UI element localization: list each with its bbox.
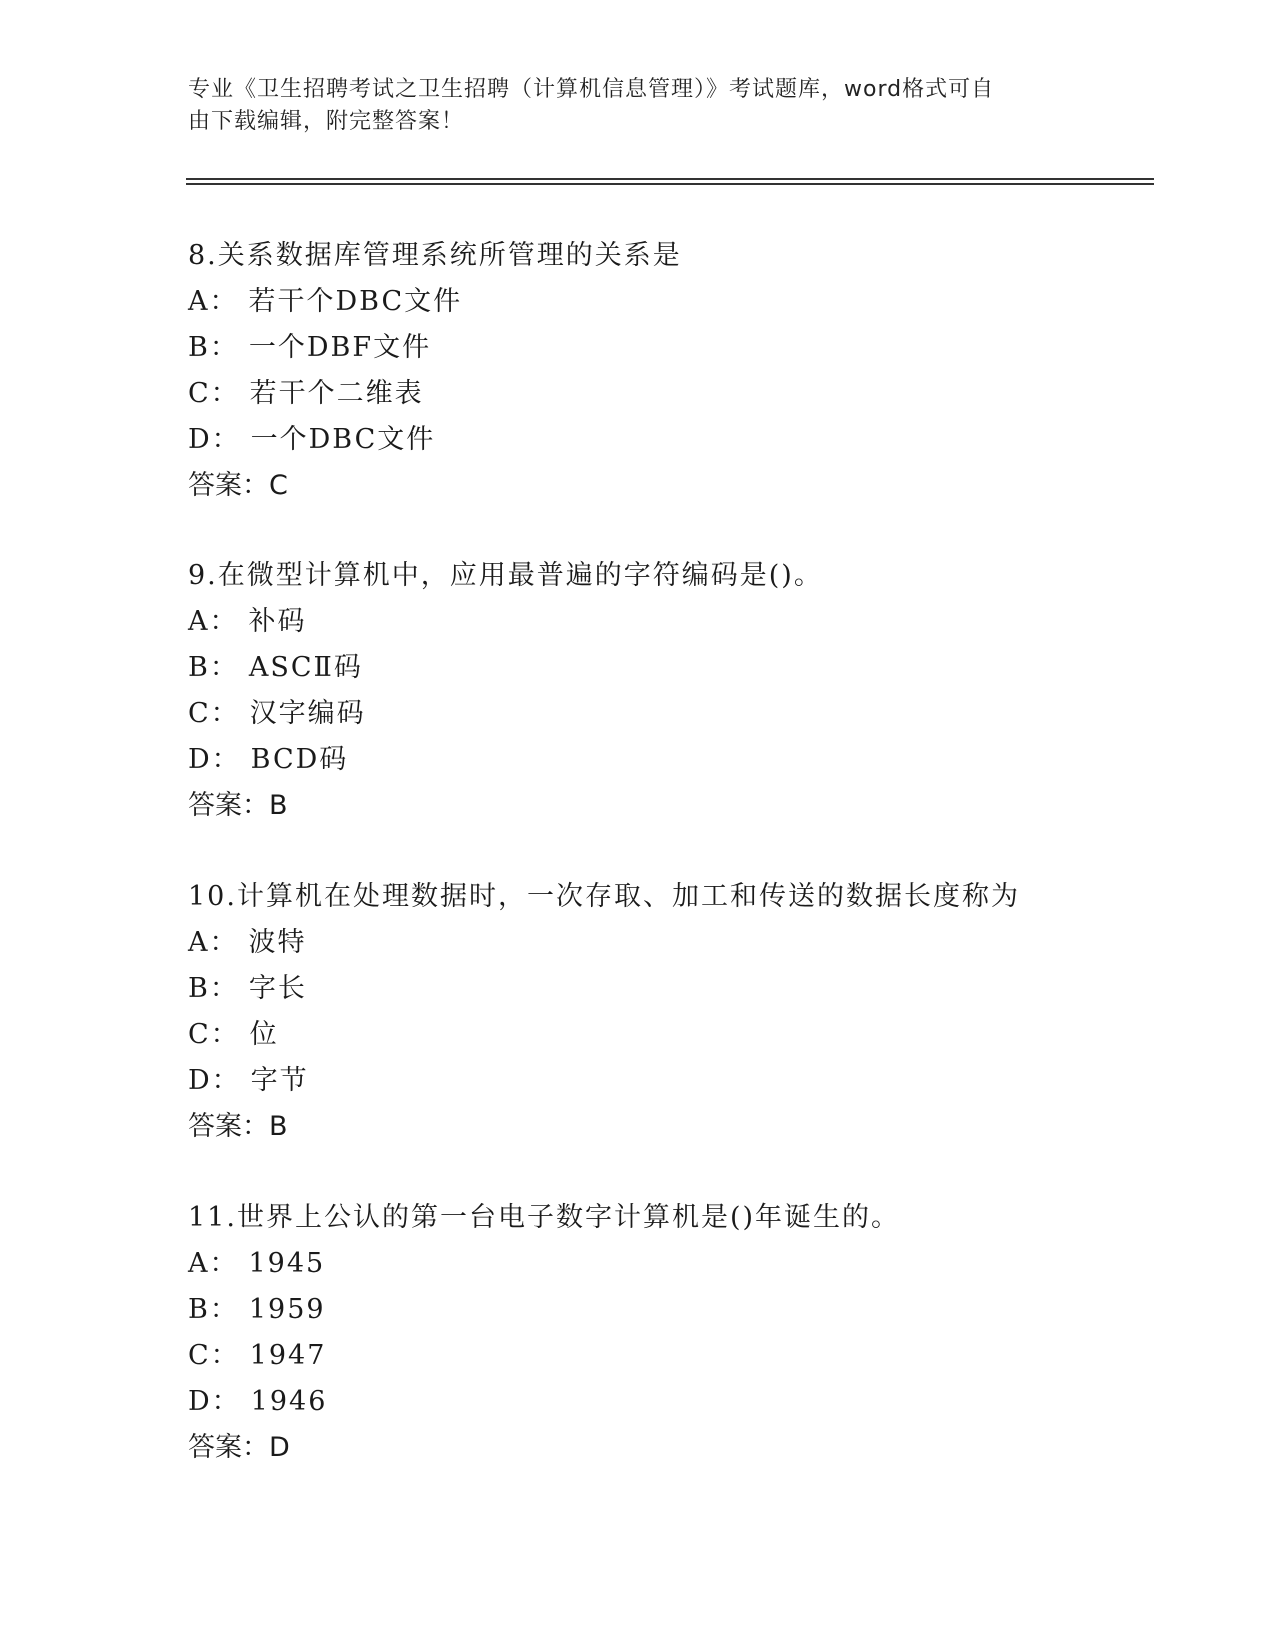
option-text: 补码 xyxy=(248,606,307,637)
option-key: B： xyxy=(188,973,239,1004)
option-key: A： xyxy=(188,286,239,317)
option-d xyxy=(188,417,1148,463)
option-text: 一个DBF文件 xyxy=(248,332,432,363)
option-a xyxy=(188,920,1148,966)
option-text: ASCⅡ码 xyxy=(248,652,363,683)
header-line-1: 专业《卫生招聘考试之卫生招聘（计算机信息管理）》考试题库，word格式可自 xyxy=(188,77,995,102)
answer-line: 答案：B xyxy=(188,790,288,821)
answer-line: 答案：B xyxy=(188,1111,288,1142)
header-divider-bottom xyxy=(186,183,1154,185)
answer-line: 答案：D xyxy=(188,1432,290,1463)
option-key: B： xyxy=(188,332,239,363)
option-key: C： xyxy=(188,698,240,729)
option-text: BCD码 xyxy=(250,744,349,775)
option-b xyxy=(188,966,1148,1012)
option-text: 若干个DBC文件 xyxy=(248,286,463,317)
option-key: C： xyxy=(188,1340,240,1371)
option-d xyxy=(188,1058,1148,1104)
option-key: B： xyxy=(188,1294,239,1325)
option-text: 1947 xyxy=(249,1340,327,1371)
option-a xyxy=(188,1241,1148,1287)
option-a xyxy=(188,599,1148,645)
option-b xyxy=(188,1287,1148,1333)
option-c xyxy=(188,1333,1148,1379)
header-line-2: 由下载编辑，附完整答案！ xyxy=(188,109,465,134)
option-d xyxy=(188,737,1148,783)
option-text: 字节 xyxy=(250,1065,309,1096)
option-text: 若干个二维表 xyxy=(249,378,424,409)
question-stem: 9.在微型计算机中，应用最普遍的字符编码是()。 xyxy=(188,560,823,591)
option-b xyxy=(188,645,1148,691)
question-8 xyxy=(188,233,1148,509)
option-text: 1959 xyxy=(248,1294,326,1325)
question-11 xyxy=(188,1195,1148,1471)
question-stem: 11.世界上公认的第一台电子数字计算机是()年诞生的。 xyxy=(188,1202,901,1233)
option-c xyxy=(188,691,1148,737)
option-key: C： xyxy=(188,1019,240,1050)
option-text: 波特 xyxy=(248,927,307,958)
option-key: D： xyxy=(188,744,241,775)
option-text: 1945 xyxy=(248,1248,326,1279)
document-header xyxy=(188,74,1088,138)
option-d xyxy=(188,1379,1148,1425)
option-text: 1946 xyxy=(250,1386,328,1417)
answer-line: 答案：C xyxy=(188,470,288,501)
option-text: 一个DBC文件 xyxy=(250,424,436,455)
option-text: 字长 xyxy=(248,973,307,1004)
option-b xyxy=(188,325,1148,371)
option-text: 汉字编码 xyxy=(249,698,366,729)
option-c xyxy=(188,1012,1148,1058)
header-divider-top xyxy=(186,178,1154,180)
option-key: D： xyxy=(188,424,241,455)
question-10 xyxy=(188,874,1148,1150)
option-key: A： xyxy=(188,606,239,637)
option-text: 位 xyxy=(249,1019,279,1050)
option-key: B： xyxy=(188,652,239,683)
question-stem: 8.关系数据库管理系统所管理的关系是 xyxy=(188,240,682,271)
question-stem: 10.计算机在处理数据时，一次存取、加工和传送的数据长度称为 xyxy=(188,881,1020,912)
option-key: A： xyxy=(188,1248,239,1279)
question-9 xyxy=(188,553,1148,829)
option-key: D： xyxy=(188,1065,241,1096)
option-c xyxy=(188,371,1148,417)
option-a xyxy=(188,279,1148,325)
option-key: C： xyxy=(188,378,240,409)
option-key: A： xyxy=(188,927,239,958)
option-key: D： xyxy=(188,1386,241,1417)
